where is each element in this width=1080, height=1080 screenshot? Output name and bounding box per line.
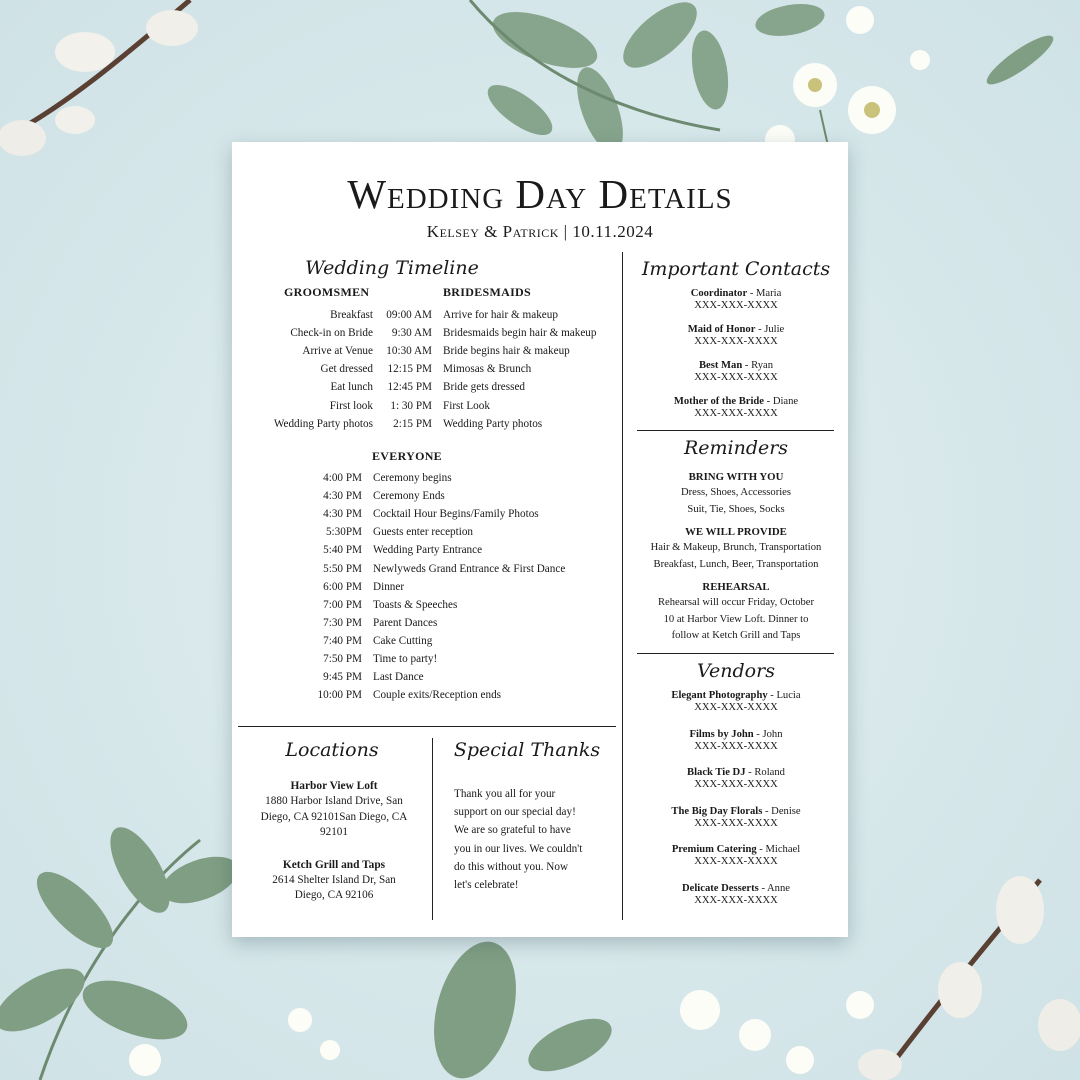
vendors-role: Elegant Photography xyxy=(671,690,768,701)
everyone-event: Time to party! xyxy=(373,653,438,665)
contacts-role: Maid of Honor xyxy=(687,324,756,335)
vendors-role: Delicate Desserts xyxy=(682,882,759,894)
timeline-time: 12:45 PM xyxy=(387,381,432,394)
everyone-event: Dinner xyxy=(373,580,405,593)
groomsmen-header: GROOMSMEN xyxy=(284,285,370,299)
timeline-time: 10:30 AM xyxy=(386,345,432,358)
vendors-item xyxy=(632,844,840,868)
reminder-header: WE WILL PROVIDE xyxy=(685,526,787,538)
vendors-heading: Vendors xyxy=(697,660,775,682)
contacts-phone: XXX-XXX-XXXX xyxy=(694,372,778,383)
contacts-heading: Important Contacts xyxy=(641,258,831,280)
vendors-phone: XXX-XXX-XXXX xyxy=(694,856,778,867)
vendors-role-line xyxy=(632,844,840,856)
vendors-name: - Anne xyxy=(758,882,790,894)
contacts-role-line xyxy=(632,324,840,336)
bridesmaids-task: First Look xyxy=(443,399,490,412)
reminder-section xyxy=(632,579,840,645)
groomsmen-task: Eat lunch xyxy=(330,381,373,394)
thanks-heading: Special Thanks xyxy=(453,739,601,761)
location-item xyxy=(246,778,422,841)
contacts-item xyxy=(632,324,840,348)
everyone-time: 5:30PM xyxy=(325,526,362,539)
reminder-line: Hair & Makeup, Brunch, Transportation xyxy=(650,542,822,553)
couple-and-date: Kelsey & Patrick | 10.11.2024 xyxy=(426,222,654,241)
reminder-header: REHEARSAL xyxy=(702,581,770,593)
timeline-time: 2:15 PM xyxy=(393,417,432,430)
reminders-list xyxy=(632,469,840,651)
everyone-event: Guests enter reception xyxy=(373,526,474,539)
vendors-phone: XXX-XXX-XXXX xyxy=(694,817,778,829)
everyone-event: Last Dance xyxy=(373,671,424,684)
location-name: Harbor View Loft xyxy=(290,780,378,792)
thanks-message xyxy=(454,785,614,894)
contacts-item xyxy=(632,396,840,420)
everyone-event: Ceremony begins xyxy=(373,472,452,484)
timeline-time: 1: 30 PM xyxy=(390,399,432,412)
location-name: Ketch Grill and Taps xyxy=(282,858,386,871)
timeline-time: 9:30 AM xyxy=(391,327,432,340)
thanks-line: let's celebrate! xyxy=(454,879,519,892)
vendors-name: - Roland xyxy=(745,767,785,778)
everyone-time: 6:00 PM xyxy=(323,580,362,593)
everyone-time: 7:40 PM xyxy=(323,634,362,647)
vendors-name: - Denise xyxy=(762,805,801,817)
everyone-time: 9:45 PM xyxy=(323,671,362,684)
everyone-header: EVERYONE xyxy=(372,449,442,463)
locations-heading: Locations xyxy=(285,739,379,761)
contacts-role: Coordinator xyxy=(690,288,748,299)
reminder-line: 10 at Harbor View Loft. Dinner to xyxy=(663,613,809,625)
reminders-divider xyxy=(637,653,834,654)
vendors-item xyxy=(632,729,840,753)
contacts-role-line xyxy=(632,288,840,300)
timeline-bottom-divider xyxy=(238,726,616,727)
thanks-line: Thank you all for your xyxy=(454,788,556,800)
location-address-line: Diego, CA 92101San Diego, CA xyxy=(260,810,408,823)
everyone-time: 4:30 PM xyxy=(323,490,362,503)
location-item xyxy=(246,857,422,904)
contacts-phone: XXX-XXX-XXXX xyxy=(694,300,778,311)
vendors-phone: XXX-XXX-XXXX xyxy=(694,894,778,906)
thanks-line: support on our special day! xyxy=(454,806,576,819)
willow-branch-bottom-right xyxy=(858,876,1080,1080)
vendors-role-line xyxy=(632,729,840,741)
contacts-phone: XXX-XXX-XXXX xyxy=(694,336,778,347)
location-address-line: 2614 Shelter Island Dr, San xyxy=(272,873,396,886)
timeline-heading: Wedding Timeline xyxy=(305,257,479,279)
contacts-role-line xyxy=(632,396,840,408)
timeline-time: 09:00 AM xyxy=(386,309,432,321)
groomsmen-task: First look xyxy=(329,399,373,412)
groomsmen-task: Wedding Party photos xyxy=(273,417,373,430)
page-title: Wedding Day Details xyxy=(347,171,733,217)
willow-branch-top-left xyxy=(0,0,198,156)
contacts-name: - Ryan xyxy=(742,360,774,371)
location-address-line: Diego, CA 92106 xyxy=(294,889,374,901)
vendors-item xyxy=(632,883,840,907)
reminder-header: BRING WITH YOU xyxy=(688,471,784,483)
vendors-item xyxy=(632,806,840,830)
vendors-list xyxy=(632,690,840,921)
locations-thanks-divider xyxy=(432,738,433,920)
everyone-event: Wedding Party Entrance xyxy=(373,544,483,557)
timeline-time: 12:15 PM xyxy=(387,363,432,376)
vendors-role: Films by John xyxy=(689,728,754,740)
contacts-name: - Julie xyxy=(755,324,785,335)
vendors-phone: XXX-XXX-XXXX xyxy=(694,702,778,713)
groomsmen-task: Arrive at Venue xyxy=(302,345,373,358)
vendors-role-line xyxy=(632,690,840,702)
everyone-time: 4:00 PM xyxy=(323,472,362,484)
bridesmaids-task: Wedding Party photos xyxy=(443,417,543,430)
everyone-time: 10:00 PM xyxy=(317,689,362,702)
reminder-line: Rehearsal will occur Friday, October xyxy=(657,597,815,608)
contacts-name: - Maria xyxy=(747,288,782,299)
everyone-time: 7:00 PM xyxy=(323,598,362,611)
bridesmaids-task: Bride gets dressed xyxy=(443,381,526,394)
everyone-event: Toasts & Speeches xyxy=(373,598,458,611)
reminder-line: Dress, Shoes, Accessories xyxy=(680,487,792,498)
bridesmaids-task: Bride begins hair & makeup xyxy=(443,345,570,358)
contacts-role-line xyxy=(632,360,840,372)
location-address-line: 92101 xyxy=(320,826,348,838)
location-address-line: 1880 Harbor Island Drive, San xyxy=(265,795,403,807)
bridesmaids-task: Mimosas & Brunch xyxy=(443,363,532,376)
reminder-section xyxy=(632,469,840,518)
reminder-section xyxy=(632,524,840,573)
everyone-time: 5:50 PM xyxy=(323,562,362,575)
vendors-item xyxy=(632,690,840,714)
groomsmen-task: Breakfast xyxy=(330,309,373,321)
vendors-name: - Lucia xyxy=(767,690,801,701)
vendors-role-line xyxy=(632,767,840,779)
everyone-event: Cake Cutting xyxy=(373,634,433,647)
vendors-phone: XXX-XXX-XXXX xyxy=(694,779,778,790)
contacts-role: Mother of the Bride xyxy=(673,396,764,407)
everyone-event: Parent Dances xyxy=(373,616,438,629)
vendors-role-line xyxy=(632,806,840,818)
vendors-name: - Michael xyxy=(756,844,801,855)
column-divider xyxy=(622,252,623,920)
groomsmen-task: Check-in on Bride xyxy=(290,327,373,340)
thanks-line: you in our lives. We couldn't xyxy=(454,842,583,855)
reminder-line: Breakfast, Lunch, Beer, Transportation xyxy=(653,558,819,570)
vendors-phone: XXX-XXX-XXXX xyxy=(694,740,778,752)
vendors-name: - John xyxy=(753,728,783,740)
vendors-item xyxy=(632,767,840,791)
everyone-time: 7:30 PM xyxy=(323,616,362,629)
thanks-line: do this without you. Now xyxy=(454,860,569,873)
everyone-event: Cocktail Hour Begins/Family Photos xyxy=(373,508,539,521)
everyone-time: 4:30 PM xyxy=(323,508,362,521)
contacts-role: Best Man xyxy=(698,360,743,371)
reminders-heading: Reminders xyxy=(683,437,789,459)
everyone-event: Couple exits/Reception ends xyxy=(373,689,502,702)
contacts-item xyxy=(632,288,840,312)
everyone-event: Ceremony Ends xyxy=(373,490,445,503)
reminder-line: Suit, Tie, Shoes, Socks xyxy=(687,503,785,515)
reminder-line: follow at Ketch Grill and Taps xyxy=(671,630,801,641)
bridesmaids-task: Bridesmaids begin hair & makeup xyxy=(443,327,597,340)
groomsmen-task: Get dressed xyxy=(320,363,373,376)
everyone-time: 5:40 PM xyxy=(323,544,362,557)
locations-list xyxy=(246,778,422,904)
contacts-name: - Diane xyxy=(764,396,799,407)
bridesmaids-header: BRIDESMAIDS xyxy=(443,285,531,299)
contacts-item xyxy=(632,360,840,384)
bridesmaids-task: Arrive for hair & makeup xyxy=(443,309,558,321)
vendors-role-line xyxy=(632,883,840,895)
contacts-list xyxy=(632,288,840,432)
contacts-phone: XXX-XXX-XXXX xyxy=(694,408,778,419)
vendors-role: Black Tie DJ xyxy=(687,767,746,778)
everyone-time: 7:50 PM xyxy=(323,653,362,665)
everyone-event: Newlyweds Grand Entrance & First Dance xyxy=(373,562,566,575)
wedding-details-card xyxy=(232,142,848,937)
vendors-role: The Big Day Florals xyxy=(671,805,763,817)
vendors-role: Premium Catering xyxy=(671,844,757,855)
thanks-line: We are so grateful to have xyxy=(454,824,571,837)
